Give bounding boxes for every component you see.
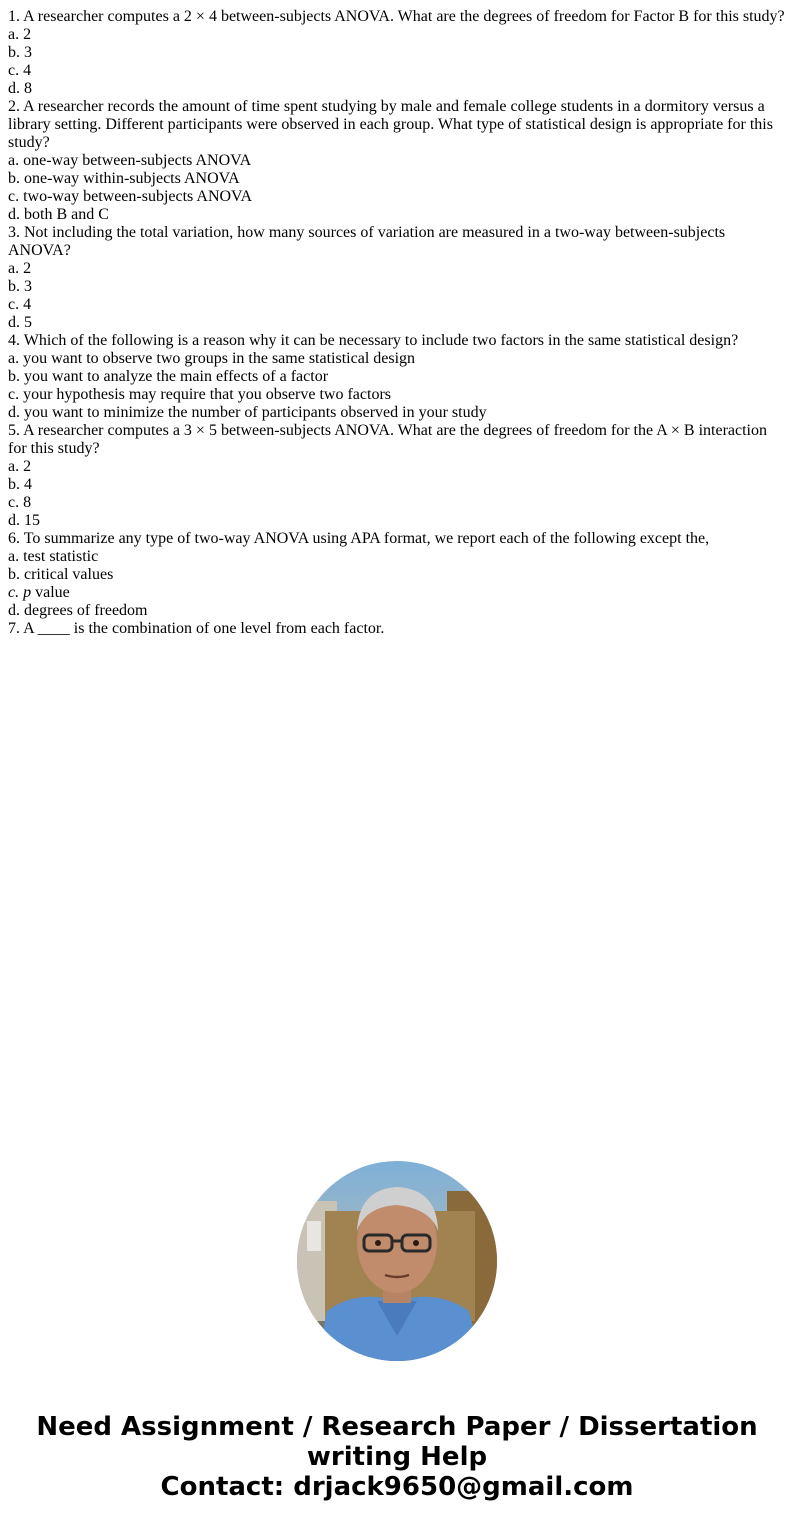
option-1a: a. 2 [8,26,32,43]
option-1d: d. 8 [8,80,32,97]
option-3d: d. 5 [8,314,32,331]
option-3b: b. 3 [8,278,32,295]
option-6d: d. degrees of freedom [8,602,148,619]
question-2: 2. A researcher records the amount of time spent studying by male and female college students in a dormitory versus a library setting. Different participants were observed in each group. What type of statistical design is appropriate for this study? [8,98,773,151]
option-5d: d. 15 [8,512,40,529]
option-2c: c. two-way between-subjects ANOVA [8,188,253,205]
question-3: 3. Not including the total variation, how many sources of variation are measured in a two-way between-subjects ANOVA? [8,224,726,259]
option-6a: a. test statistic [8,548,99,565]
option-4b: b. you want to analyze the main effects of a factor [8,368,329,385]
option-2d: d. both B and C [8,206,109,223]
promo-banner [0,1412,794,1502]
option-5c: c. 8 [8,494,32,511]
option-4a: a. you want to observe two groups in the same statistical design [8,350,416,367]
option-6b: b. critical values [8,566,114,583]
question-list [0,8,794,638]
question-1: 1. A researcher computes a 2 × 4 between-subjects ANOVA. What are the degrees of freedom for Factor B for this study? [8,8,785,25]
author-portrait-image [297,1161,497,1361]
option-6c [8,584,786,602]
option-3c: c. 4 [8,296,32,313]
question-5: 5. A researcher computes a 3 × 5 between-subjects ANOVA. What are the degrees of freedom for the A × B interaction for this study? [8,422,767,457]
author-photo [297,1161,497,1361]
option-6c-letter: c. [8,584,20,601]
question-4: 4. Which of the following is a reason why it can be necessary to include two factors in the same statistical design? [8,332,739,349]
promo-contact: Contact: drjack9650@gmail.com [160,1472,634,1502]
option-1c: c. 4 [8,62,32,79]
question-6: 6. To summarize any type of two-way ANOVA using APA format, we report each of the following except the, [8,530,710,547]
option-6c-variable: p [23,584,32,601]
option-5a: a. 2 [8,458,32,475]
option-2b: b. one-way within-subjects ANOVA [8,170,240,187]
promo-line-1: Need Assignment / Research Paper / Dissertation [36,1412,758,1442]
option-2a: a. one-way between-subjects ANOVA [8,152,252,169]
promo-line-2: writing Help [306,1442,488,1472]
option-1b: b. 3 [8,44,32,61]
option-3a: a. 2 [8,260,32,277]
question-7: 7. A ____ is the combination of one level from each factor. [8,620,385,637]
option-5b: b. 4 [8,476,32,493]
option-6c-rest: value [31,584,70,601]
option-4d: d. you want to minimize the number of participants observed in your study [8,404,487,421]
option-4c: c. your hypothesis may require that you observe two factors [8,386,392,403]
